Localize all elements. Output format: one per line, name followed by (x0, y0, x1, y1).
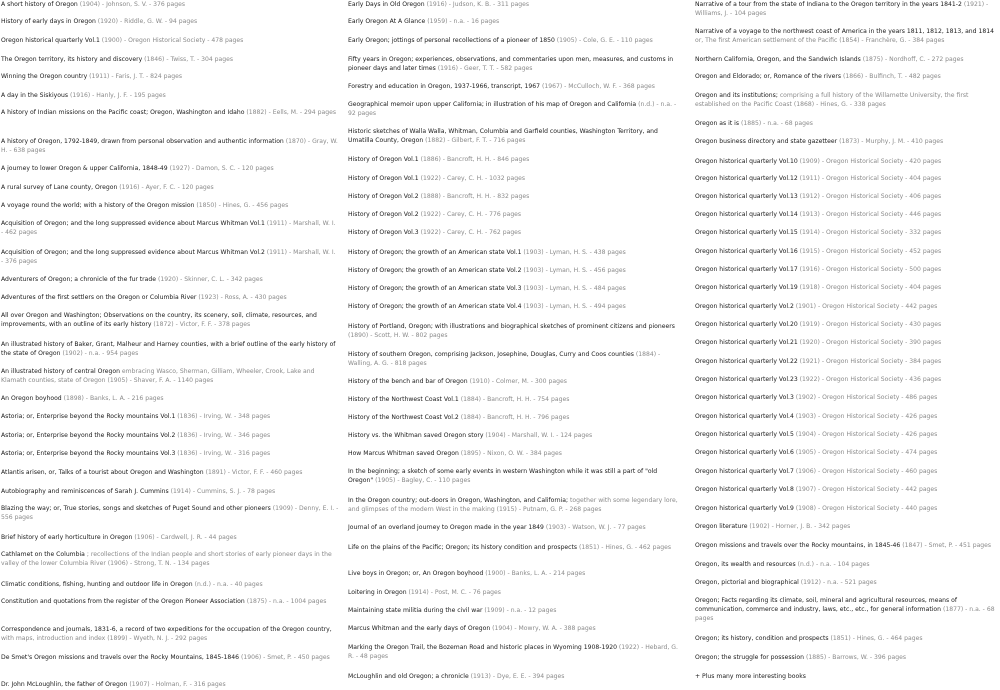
book-meta: (1915) - Oregon Historical Society - 452 pages (799, 248, 942, 255)
book-entry (1, 55, 339, 64)
book-entry (1, 275, 339, 284)
book-title-link[interactable]: Oregon historical quarterly Vol.10 (695, 158, 798, 165)
book-meta: or, The first American settlement of the Pacific (1854) - Franchère, G. - 384 pages (695, 37, 945, 44)
book-meta: (1904) - Mowry, W. A. - 388 pages (492, 625, 596, 632)
book-meta: (1906) - Oregon Historical Society - 460 pages (795, 468, 938, 475)
book-meta: (1836) - Irving, W. - 346 pages (177, 432, 271, 439)
book-entry (1, 533, 339, 542)
book-title-link[interactable]: Narrative of a tour from the state of Indiana to the Oregon territory in the years 1841-2 (695, 1, 962, 8)
book-title-link[interactable]: Oregon historical quarterly Vol.20 (695, 321, 798, 328)
book-meta: (1902) - Oregon Historical Society - 486 pages (795, 394, 938, 401)
book-title-link[interactable]: Dr. John McLoughlin, the father of Oregon (1, 681, 128, 688)
book-title-link[interactable]: Life on the plains of the Pacific; Oregon; its history condition and prospects (348, 544, 578, 551)
book-entry (348, 606, 684, 615)
book-entry (695, 560, 999, 569)
book-title-link[interactable]: History of Oregon; the growth of an American state Vol.4 (348, 303, 522, 310)
book-title-link[interactable]: Oregon historical quarterly Vol.3 (695, 394, 794, 401)
book-entry (348, 449, 684, 458)
book-meta: (1922) - Hebard, G. R. - 48 pages (348, 644, 678, 660)
book-meta: (1922) - Carey, C. H. - 1032 pages (420, 175, 525, 182)
book-meta: (1921) - Williams, J. - 104 pages (695, 1, 989, 17)
book-title-link[interactable]: Historic sketches of Walla Walla, Whitman, Columbia and Garfield counties, Washington Territory, and Umatilla County, Oregon (348, 128, 658, 144)
book-meta: (1912) - Oregon Historical Society - 406 pages (799, 193, 942, 200)
book-title-link[interactable]: A day in the Siskiyous (1, 92, 69, 99)
book-entry (1, 340, 339, 358)
book-meta: (1912) - n.a. - 521 pages (800, 579, 877, 586)
book-meta: (n.d.) - n.a. - 40 pages (194, 581, 263, 588)
book-entry (1, 580, 339, 589)
book-entry (348, 36, 684, 45)
book-title-link[interactable]: In the Oregon country; out-doors in Oregon, Washington, and California; (348, 497, 569, 504)
book-title-link[interactable]: History of Oregon Vol.3 (348, 229, 419, 236)
book-title-link[interactable]: Marcus Whitman and the early days of Oregon (348, 625, 491, 632)
book-meta: (1914) - Cummins, S. J. - 78 pages (170, 488, 276, 495)
book-title-link[interactable]: Oregon and its institutions; (695, 92, 778, 99)
book-entry (348, 377, 684, 386)
book-meta: (1908) - Oregon Historical Society - 440 pages (795, 505, 938, 512)
book-meta: (1914) - Oregon Historical Society - 332 pages (799, 229, 942, 236)
book-title-link[interactable]: Oregon historical quarterly Vol.7 (695, 468, 794, 475)
book-title-link[interactable]: Oregon historical quarterly Vol.13 (695, 193, 798, 200)
book-meta: (1920) - Skinner, C. L. - 342 pages (157, 276, 263, 283)
book-title-link[interactable]: An Oregon boyhood (1, 395, 62, 402)
book-title-link[interactable]: Oregon historical quarterly Vol.9 (695, 505, 794, 512)
book-title-link[interactable]: Oregon historical quarterly Vol.1 (1, 37, 100, 44)
book-title-link[interactable]: Atlantis arisen, or, Talks of a tourist about Oregon and Washington (1, 469, 204, 476)
book-meta: (1836) - Irving, W. - 348 pages (177, 413, 271, 420)
book-entry (1, 72, 339, 81)
book-meta: embracing Wasco, Sherman, Gilliam, Wheeler, Crook, Lake and Klamath counties, state of Oregon (1905) - Shaver, F. A. - 1140 pages (1, 368, 315, 384)
book-entry (348, 672, 684, 681)
book-meta: (1904) - Marshall, W. I. - 124 pages (485, 432, 593, 439)
book-title-link[interactable]: Oregon historical quarterly Vol.21 (695, 339, 798, 346)
book-meta: (1903) - Lyman, H. S. - 438 pages (523, 249, 626, 256)
book-meta: (1909) - Oregon Historical Society - 420 pages (799, 158, 942, 165)
book-entry (695, 174, 999, 183)
book-meta: (1888) - Bancroft, H. H. - 832 pages (420, 193, 530, 200)
book-entry (348, 569, 684, 578)
book-title-link[interactable]: History of Oregon Vol.2 (348, 211, 419, 218)
book-entry (695, 157, 999, 166)
book-entry (348, 55, 684, 73)
book-entry (348, 0, 684, 9)
book-entry (695, 338, 999, 347)
book-entry (1, 311, 339, 329)
book-title-link[interactable]: Blazing the way; or, True stories, songs and sketches of Puget Sound and other pioneers (1, 505, 271, 512)
book-entry (695, 578, 999, 587)
book-title-link[interactable]: The Oregon territory, its history and discovery (1, 56, 143, 63)
book-meta: (1906) - Smet, P. - 450 pages (240, 654, 330, 661)
book-meta: (1911) - Marshall, W. I. - 376 pages (1, 249, 336, 265)
book-meta: (1906) - Cardwell, J. R. - 44 pages (134, 534, 237, 541)
book-meta: (1846) - Twiss, T. - 304 pages (144, 56, 234, 63)
book-meta: (n.d.) - n.a. - 92 pages (348, 101, 677, 117)
book-meta: (1903) - Lyman, H. S. - 494 pages (523, 303, 626, 310)
book-title-link[interactable]: Astoria; or, Enterprise beyond the Rocky mountains Vol.3 (1, 450, 176, 457)
book-meta: (1885) - Barrows, W. - 396 pages (805, 654, 907, 661)
book-entry (695, 302, 999, 311)
book-title-link[interactable]: Oregon historical quarterly Vol.16 (695, 248, 798, 255)
book-entry (348, 266, 684, 275)
book-entry (348, 467, 684, 485)
book-meta: (1847) - Smet, P. - 451 pages (902, 542, 992, 549)
book-title-link[interactable]: Oregon, its wealth and resources (695, 561, 796, 568)
book-title-link[interactable]: Early Oregon At A Glance (348, 18, 426, 25)
book-title-link[interactable]: Astoria; or, Enterprise beyond the Rocky mountains Vol.1 (1, 413, 176, 420)
book-entry (1, 137, 339, 155)
book-entry (1, 293, 339, 302)
book-entry (348, 127, 684, 145)
book-title-link[interactable]: Oregon historical quarterly Vol.12 (695, 175, 798, 182)
book-meta: (1916) - Judson, K. B. - 311 pages (426, 1, 530, 8)
book-entry (695, 192, 999, 201)
book-entry (695, 522, 999, 531)
book-meta: (1907) - Holman, F. - 316 pages (129, 681, 226, 688)
book-entry (695, 320, 999, 329)
book-title-link[interactable]: In the beginning; a sketch of some early events in western Washington while it was still a part of "old Oregon" (348, 468, 658, 484)
book-entry (1, 36, 339, 45)
book-meta: (1900) - Oregon Historical Society - 478 pages (101, 37, 244, 44)
book-meta: (1907) - Oregon Historical Society - 442 pages (795, 486, 938, 493)
book-title-link[interactable]: Winning the Oregon country (1, 73, 88, 80)
book-entry (1, 431, 339, 440)
book-title-link[interactable]: Oregon missions and travels over the Rocky mountains, in 1845-46 (695, 542, 901, 549)
book-meta: (1922) - Oregon Historical Society - 436 pages (799, 376, 942, 383)
book-entry (348, 100, 684, 118)
book-meta: (1911) - Faris, J. T. - 824 pages (89, 73, 183, 80)
book-title-link[interactable]: Constitution and quotations from the register of the Oregon Pioneer Association (1, 598, 245, 605)
book-meta: (1891) - Victor, F. F. - 460 pages (205, 469, 303, 476)
book-meta: (1851) - Hines, G. - 464 pages (830, 635, 923, 642)
book-title-link[interactable]: Correspondence and journals, 1831-6, a record of two expeditions for the occupation of the Oregon country, (1, 626, 332, 633)
book-entry (695, 283, 999, 292)
book-entry (695, 412, 999, 421)
book-meta: (1918) - Oregon Historical Society - 404 pages (799, 284, 942, 291)
book-meta: (1903) - Lyman, H. S. - 484 pages (523, 285, 626, 292)
book-meta: (1909) - Denny, E. I. - 556 pages (1, 505, 339, 521)
book-title-link[interactable]: History of Oregon Vol.1 (348, 156, 419, 163)
book-meta: (1916) - Hanly, J. F. - 195 pages (69, 92, 166, 99)
book-entry (695, 541, 999, 550)
book-entry (1, 91, 339, 100)
book-meta: (1884) - Walling, A. G. - 818 pages (348, 351, 661, 367)
book-meta: (1851) - Hines, G. - 462 pages (579, 544, 672, 551)
book-meta: (1884) - Bancroft, H. H. - 754 pages (460, 396, 570, 403)
book-title-link[interactable]: Early Days in Old Oregon (348, 1, 425, 8)
book-title-link[interactable]: A rural survey of Lane county, Oregon (1, 184, 118, 191)
book-title-link[interactable]: History vs. the Whitman saved Oregon story (348, 432, 484, 439)
book-meta: (1873) - Murphy, J. M. - 410 pages (839, 138, 944, 145)
book-title-link[interactable]: History of southern Oregon, comprising Jackson, Josephine, Douglas, Curry and Coos counties (348, 351, 634, 358)
book-entry (1, 487, 339, 496)
book-meta: (1922) - Carey, C. H. - 762 pages (420, 229, 522, 236)
book-meta: (1916) - Oregon Historical Society - 500 pages (799, 266, 942, 273)
book-meta: (1872) - Victor, F. F. - 378 pages (153, 321, 251, 328)
book-meta: (1909) - n.a. - 12 pages (484, 607, 557, 614)
book-meta: (1850) - Hines, G. - 456 pages (196, 202, 289, 209)
book-title-link[interactable]: Narrative of a voyage to the northwest coast of America in the years 1811, 1812, 1813, and 1814 (695, 28, 994, 35)
book-meta: (1967) - McCulloch, W. F. - 368 pages (541, 83, 655, 90)
book-title-link[interactable]: Autobiography and reminiscences of Sarah J. Cummins (1, 488, 169, 495)
book-meta: (1959) - n.a. - 16 pages (427, 18, 500, 25)
book-entry (695, 357, 999, 366)
book-entry (1, 164, 339, 173)
book-meta: (1884) - Bancroft, H. H. - 796 pages (460, 414, 570, 421)
book-title-link[interactable]: A history of Indian missions on the Pacific coast; Oregon, Washington and Idaho (1, 109, 245, 116)
book-meta: (1914) - Post, M. C. - 76 pages (408, 589, 501, 596)
book-title-link[interactable]: Oregon historical quarterly Vol.5 (695, 431, 794, 438)
book-meta: (1866) - Bulfinch, T. - 482 pages (842, 73, 941, 80)
book-title-link[interactable]: An illustrated history of Baker, Grant, Malheur and Harney counties, with a brief outline of the early history of the state of Oregon (1, 341, 336, 357)
book-title-link[interactable]: Oregon historical quarterly Vol.14 (695, 211, 798, 218)
book-meta: (1919) - Oregon Historical Society - 430 pages (799, 321, 942, 328)
book-meta: (1916) - Ayer, F. C. - 120 pages (119, 184, 214, 191)
book-meta: (1898) - Banks, L. A. - 216 pages (63, 395, 164, 402)
book-title-link[interactable]: Oregon; its history, condition and prospects (695, 635, 829, 642)
book-entry (695, 375, 999, 384)
more-books-note: + Plus many more interesting books (695, 673, 806, 680)
book-entry (695, 596, 999, 623)
book-entry (1, 219, 339, 237)
book-meta: (1895) - Nixon, O. W. - 384 pages (460, 450, 562, 457)
book-title-link[interactable]: Oregon historical quarterly Vol.15 (695, 229, 798, 236)
book-title-link[interactable]: A history of Oregon, 1792-1849, drawn from personal observation and authentic information (1, 138, 284, 145)
book-entry (348, 284, 684, 293)
book-entry (695, 634, 999, 643)
book-entry (695, 72, 999, 81)
book-entry (695, 0, 999, 18)
book-entry (1, 625, 339, 643)
book-title-link[interactable]: Geographical memoir upon upper California; in illustration of his map of Oregon and California (348, 101, 637, 108)
book-meta: (1927) - Damon, S. C. - 120 pages (169, 165, 274, 172)
book-title-link[interactable]: Maintaining state militia during the civil war (348, 607, 483, 614)
book-entry (1, 367, 339, 385)
book-entry (1, 680, 339, 689)
book-entry (348, 302, 684, 311)
book-entry (348, 395, 684, 404)
book-title-link[interactable]: Oregon historical quarterly Vol.6 (695, 449, 794, 456)
book-title-link[interactable]: Oregon, pictorial and biographical (695, 579, 799, 586)
book-meta: with maps, introduction and index (1899) - Wyeth, N. J. - 292 pages (1, 635, 208, 642)
book-title-link[interactable]: History of Oregon; the growth of an American state Vol.2 (348, 267, 522, 274)
book-title-link[interactable]: All over Oregon and Washington; Observations on the country, its scenery, soil, climate, resources, and improvements, with an outline of its early history (1, 312, 317, 328)
book-meta: (1905) - Bagley, C. - 110 pages (375, 477, 471, 484)
book-entry (695, 504, 999, 513)
book-title-link[interactable]: Oregon; the struggle for possession (695, 654, 804, 661)
book-title-link[interactable]: Oregon and Eldorado; or, Romance of the rivers (695, 73, 842, 80)
book-entry (348, 643, 684, 661)
book-meta: (1905) - Oregon Historical Society - 474 pages (795, 449, 938, 456)
book-title-link[interactable]: Acquisition of Oregon; and the long suppressed evidence about Marcus Whitman Vol.1 (1, 220, 265, 227)
book-title-link[interactable]: Adventurers of Oregon; a chronicle of the fur trade (1, 276, 157, 283)
book-meta: (1875) - Nordhoff, C. - 272 pages (862, 56, 964, 63)
book-title-link[interactable]: De Smet's Oregon missions and travels over the Rocky Mountains, 1845-1846 (1, 654, 239, 661)
book-title-link[interactable]: History of the bench and bar of Oregon (348, 378, 468, 385)
book-title-link[interactable]: History of the Northwest Coast Vol.1 (348, 396, 459, 403)
book-title-link[interactable]: History of Oregon Vol.2 (348, 193, 419, 200)
book-title-link[interactable]: A voyage round the world; with a history of the Oregon mission (1, 202, 195, 209)
book-meta: together with some legendary lore, and glimpses of the modern West in the making (1915) - Putnam, G. P. - 268 pages (348, 497, 678, 513)
book-title-link[interactable]: Oregon historical quarterly Vol.22 (695, 358, 798, 365)
book-meta: (n.d.) - n.a. - 104 pages (797, 561, 870, 568)
book-meta: (1920) - Riddle, G. W. - 94 pages (97, 18, 198, 25)
book-entry (1, 248, 339, 266)
book-entry (695, 467, 999, 476)
book-entry (348, 210, 684, 219)
book-entry (1, 504, 339, 522)
book-title-link[interactable]: Northern California, Oregon, and the Sandwich Islands (695, 56, 861, 63)
book-title-link[interactable]: Brief history of early horticulture in Oregon (1, 534, 133, 541)
book-title-link[interactable]: Oregon historical quarterly Vol.17 (695, 266, 798, 273)
book-meta: (1836) - Irving, W. - 316 pages (177, 450, 271, 457)
book-entry (1, 468, 339, 477)
book-entry (1, 550, 339, 568)
book-title-link[interactable]: Cathlamet on the Columbia (1, 551, 85, 558)
book-title-link[interactable]: Oregon historical quarterly Vol.2 (695, 303, 794, 310)
book-meta: (1904) - Oregon Historical Society - 426 pages (795, 431, 938, 438)
book-entry (695, 119, 999, 128)
book-title-link[interactable]: History of the Northwest Coast Vol.2 (348, 414, 459, 421)
book-entry (348, 228, 684, 237)
book-entry (348, 155, 684, 164)
book-meta: ; recollections of the Indian people and short stories of early pioneer days in the valley of the lower Columbia River (1906) - Strong, T. N. - 134 pages (1, 551, 332, 567)
book-entry (348, 588, 684, 597)
book-title-link[interactable]: An illustrated history of central Oregon (1, 368, 120, 375)
book-meta: (1875) - n.a. - 1004 pages (246, 598, 327, 605)
book-title-link[interactable]: Live boys in Oregon; or, An Oregon boyhood (348, 570, 484, 577)
book-entry (1, 0, 339, 9)
book-meta: (1913) - Oregon Historical Society - 446 pages (799, 211, 942, 218)
book-meta: (1903) - Oregon Historical Society - 426 pages (795, 413, 938, 420)
book-meta: (1905) - Cole, G. E. - 110 pages (556, 37, 653, 44)
book-entry (348, 496, 684, 514)
book-meta: (1903) - Watson, W. J. - 77 pages (545, 524, 646, 531)
book-title-link[interactable]: Oregon historical quarterly Vol.8 (695, 486, 794, 493)
book-entry (348, 413, 684, 422)
book-title-link[interactable]: Climatic conditions, fishing, hunting and outdoor life in Oregon (1, 581, 193, 588)
book-entry (695, 265, 999, 274)
book-title-link[interactable]: Oregon; Facts regarding its climate, soil, mineral and agricultural resources, means of communication, commerce and industry, laws, etc., etc., for general information (695, 597, 958, 613)
book-meta: (1902) - n.a. - 954 pages (62, 350, 139, 357)
book-entry (695, 27, 999, 45)
book-entry (695, 55, 999, 64)
book-meta: (1902) - Horner, J. B. - 342 pages (749, 523, 851, 530)
book-meta: (1903) - Lyman, H. S. - 456 pages (523, 267, 626, 274)
book-title-link[interactable]: McLoughlin and old Oregon; a chronicle (348, 673, 469, 680)
book-entry (348, 17, 684, 26)
book-title-link[interactable]: History of Oregon; the growth of an American state Vol.3 (348, 285, 522, 292)
book-title-link[interactable]: How Marcus Whitman saved Oregon (348, 450, 459, 457)
book-meta: (1923) - Ross, A. - 430 pages (198, 294, 287, 301)
book-meta: (1904) - Johnson, S. V. - 376 pages (79, 1, 186, 8)
book-entry (348, 248, 684, 257)
book-meta: (1911) - Oregon Historical Society - 404 pages (799, 175, 942, 182)
book-meta: comprising a full history of the Willamette University, the first established on the Pacific Coast (1868) - Hines, G. - 338 pages (695, 92, 969, 108)
book-title-link[interactable]: Oregon historical quarterly Vol.19 (695, 284, 798, 291)
book-meta: (1901) - Oregon Historical Society - 442 pages (795, 303, 938, 310)
book-title-link[interactable]: Marking the Oregon Trail, the Bozeman Road and historic places in Wyoming 1908-1920 (348, 644, 617, 651)
book-title-link[interactable]: Journal of an overland journey to Oregon made in the year 1849 (348, 524, 544, 531)
book-title-link[interactable]: History of early days in Oregon (1, 18, 96, 25)
book-meta: (1920) - Oregon Historical Society - 390 pages (799, 339, 942, 346)
book-entry (1, 449, 339, 458)
book-meta: (1916) - Geer, T. T. - 582 pages (437, 65, 533, 72)
book-title-link[interactable]: Oregon literature (695, 523, 748, 530)
book-entry (348, 322, 684, 340)
book-meta: (1911) - Marshall, W. I. - 462 pages (1, 220, 336, 236)
book-title-link[interactable]: Oregon historical quarterly Vol.23 (695, 376, 798, 383)
book-entry (348, 350, 684, 368)
book-meta: (1910) - Colmer, M. - 300 pages (469, 378, 567, 385)
book-meta: (1922) - Carey, C. H. - 776 pages (420, 211, 522, 218)
book-entry (1, 394, 339, 403)
book-meta: (1885) - n.a. - 68 pages (740, 120, 813, 127)
book-entry (348, 543, 684, 552)
book-entry (348, 624, 684, 633)
book-entry (1, 597, 339, 606)
book-entry (1, 412, 339, 421)
book-entry (1, 108, 339, 117)
book-entry (1, 17, 339, 26)
book-entry (695, 137, 999, 146)
book-entry (695, 210, 999, 219)
book-entry (348, 174, 684, 183)
book-meta: (1913) - Dye, E. E. - 394 pages (470, 673, 565, 680)
book-meta: (1882) - Gilbert, F. T. - 716 pages (425, 137, 526, 144)
book-meta: (1900) - Banks, L. A. - 214 pages (485, 570, 586, 577)
book-entry (695, 393, 999, 402)
book-entry (348, 431, 684, 440)
book-entry (348, 192, 684, 201)
book-entry (1, 183, 339, 192)
book-meta: (1921) - Oregon Historical Society - 384 pages (799, 358, 942, 365)
book-title-link[interactable]: A short history of Oregon (1, 1, 78, 8)
book-title-link[interactable]: Fifty years in Oregon; experiences, observations, and commentaries upon men, measures, and customs in pioneer days and later times (348, 56, 674, 72)
book-title-link[interactable]: History of Oregon Vol.1 (348, 175, 419, 182)
book-entry (348, 523, 684, 532)
book-entry (1, 201, 339, 210)
book-title-link[interactable]: Acquisition of Oregon; and the long suppressed evidence about Marcus Whitman Vol.2 (1, 249, 265, 256)
book-title-link[interactable]: Adventures of the first settlers on the Oregon or Columbia River (1, 294, 197, 301)
book-entry (1, 653, 339, 662)
book-meta: (1870) - Gray, W. H. - 638 pages (1, 138, 338, 154)
book-entry (695, 430, 999, 439)
book-title-link[interactable]: History of Portland, Oregon; with illustrations and biographical sketches of prominent citizens and pioneers (348, 323, 675, 330)
book-title-link[interactable]: Astoria; or, Enterprise beyond the Rocky mountains Vol.2 (1, 432, 176, 439)
book-meta: (1882) - Eells, M. - 294 pages (246, 109, 337, 116)
book-entry (695, 448, 999, 457)
book-entry (695, 91, 999, 109)
book-entry (695, 485, 999, 494)
book-title-link[interactable]: Loitering in Oregon (348, 589, 407, 596)
book-entry (695, 228, 999, 237)
book-meta: (1890) - Scott, H. W. - 802 pages (348, 332, 448, 339)
book-meta: (1886) - Bancroft, H. H. - 846 pages (420, 156, 530, 163)
book-entry (695, 653, 999, 662)
book-entry (348, 82, 684, 91)
book-title-link[interactable]: Oregon historical quarterly Vol.4 (695, 413, 794, 420)
book-meta: (1877) - n.a. - 68 pages (695, 606, 995, 622)
book-title-link[interactable]: Oregon business directory and state gazetteer (695, 138, 838, 145)
book-title-link[interactable]: Oregon as it is (695, 120, 740, 127)
book-title-link[interactable]: Early Oregon; jottings of personal recollections of a pioneer of 1850 (348, 37, 555, 44)
book-title-link[interactable]: A journey to lower Oregon & upper California, 1848-49 (1, 165, 168, 172)
book-title-link[interactable]: Forestry and education in Oregon, 1937-1966, transcript, 1967 (348, 83, 541, 90)
book-title-link[interactable]: History of Oregon; the growth of an American state Vol.1 (348, 249, 522, 256)
book-entry (695, 247, 999, 256)
